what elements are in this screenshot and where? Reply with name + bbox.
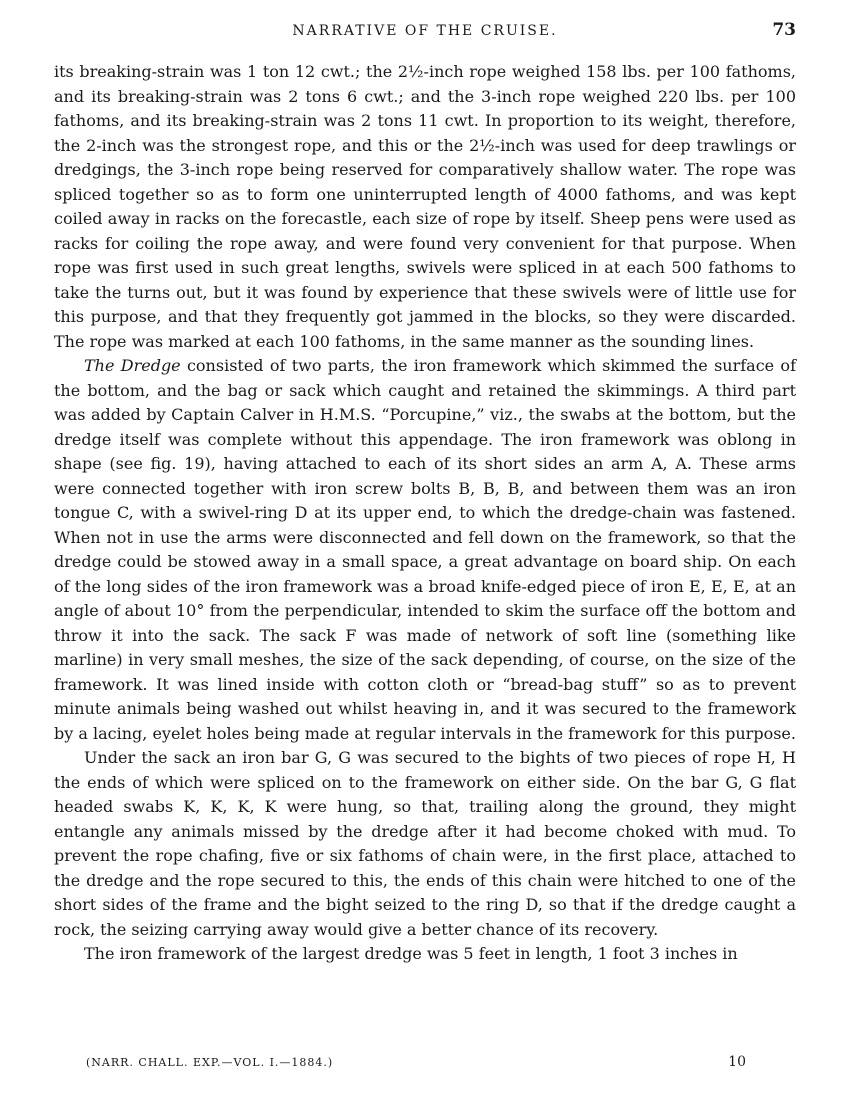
running-header [54, 20, 796, 44]
running-title: NARRATIVE OF THE CRUISE. [292, 23, 558, 39]
paragraph-text: The iron framework of the largest dredge was 5 feet in length, 1 foot 3 inches in [84, 944, 738, 963]
paragraph-swabs [54, 746, 796, 942]
page-number: 73 [772, 20, 796, 40]
paragraph-dimensions [54, 942, 796, 967]
paragraph-dredge [54, 354, 796, 746]
paragraph-lead-heading: The Dredge [84, 356, 181, 375]
paragraph-text: Under the sack an iron bar G, G was secured to the bights of two pieces of rope H, H the ends of which were spliced on to the framework on either side. On the bar G, G flat headed swabs K, K, K, K were hung, so that, trailing along the ground, they might entangle any animals missed by the dredge after it had become choked with mud. To prevent the rope chafing, five or six fathoms of chain were, in the first place, attached to the dredge and the rope secured to this, the ends of this chain were hitched to one of the short sides of the frame and the bight seized to the ring D, so that if the dredge caught a rock, the seizing carrying away would give a better chance of its recovery. [54, 748, 796, 939]
signature-note: (NARR. CHALL. EXP.—VOL. I.—1884.) [86, 1056, 334, 1069]
signature-number: 10 [728, 1054, 746, 1070]
paragraph-rope-strength [54, 60, 796, 354]
page-footer [86, 1054, 746, 1074]
paragraph-text: its breaking-strain was 1 ton 12 cwt.; the 2½-inch rope weighed 158 lbs. per 100 fathoms, and its breaking-strain was 2 tons 6 cwt.; and the 3-inch rope weighed 220 lbs. per 100 fathoms, and its breaking-strain was 2 tons 11 cwt. In proportion to its weight, therefore, the 2-inch was the strongest rope, and this or the 2½-inch was used for deep trawlings or dredgings, the 3-inch rope being reserved for comparatively shallow water. The rope was spliced together so as to form one uninterrupted length of 4000 fathoms, and was kept coiled away in racks on the forecastle, each size of rope by itself. Sheep pens were used as racks for coiling the rope away, and were found very convenient for that purpose. When rope was first used in such great lengths, swivels were spliced in at each 500 fathoms to take the turns out, but it was found by experience that these swivels were of little use for this purpose, and that they frequently got jammed in the blocks, so they were discarded. The rope was marked at each 100 fathoms, in the same manner as the sounding lines. [54, 62, 796, 351]
body-text [54, 60, 796, 967]
paragraph-text: consisted of two parts, the iron framework which skimmed the surface of the bottom, and the bag or sack which caught and retained the skimmings. A third part was added by Captain Calver in H.M.S. “Porcupine,” viz., the swabs at the bottom, but the dredge itself was complete without this appendage. The iron framework was oblong in shape (see fig. 19), having attached to each of its short sides an arm A, A. These arms were connected together with iron screw bolts B, B, B, and between them was an iron tongue C, with a swivel-ring D at its upper end, to which the dredge-chain was fastened. When not in use the arms were disconnected and fell down on the framework, so that the dredge could be stowed away in a small space, a great advantage on board ship. On each of the long sides of the iron framework was a broad knife-edged piece of iron E, E, E, at an angle of about 10° from the perpendicular, intended to skim the surface off the bottom and throw it into the sack. The sack F was made of network of soft line (something like marline) in very small meshes, the size of the sack depending, of course, on the size of the framework. It was lined inside with cotton cloth or “bread-bag stuff” so as to prevent minute animals being washed out whilst heaving in, and it was secured to the framework by a lacing, eyelet holes being made at regular intervals in the framework for this purpose. [54, 356, 796, 743]
